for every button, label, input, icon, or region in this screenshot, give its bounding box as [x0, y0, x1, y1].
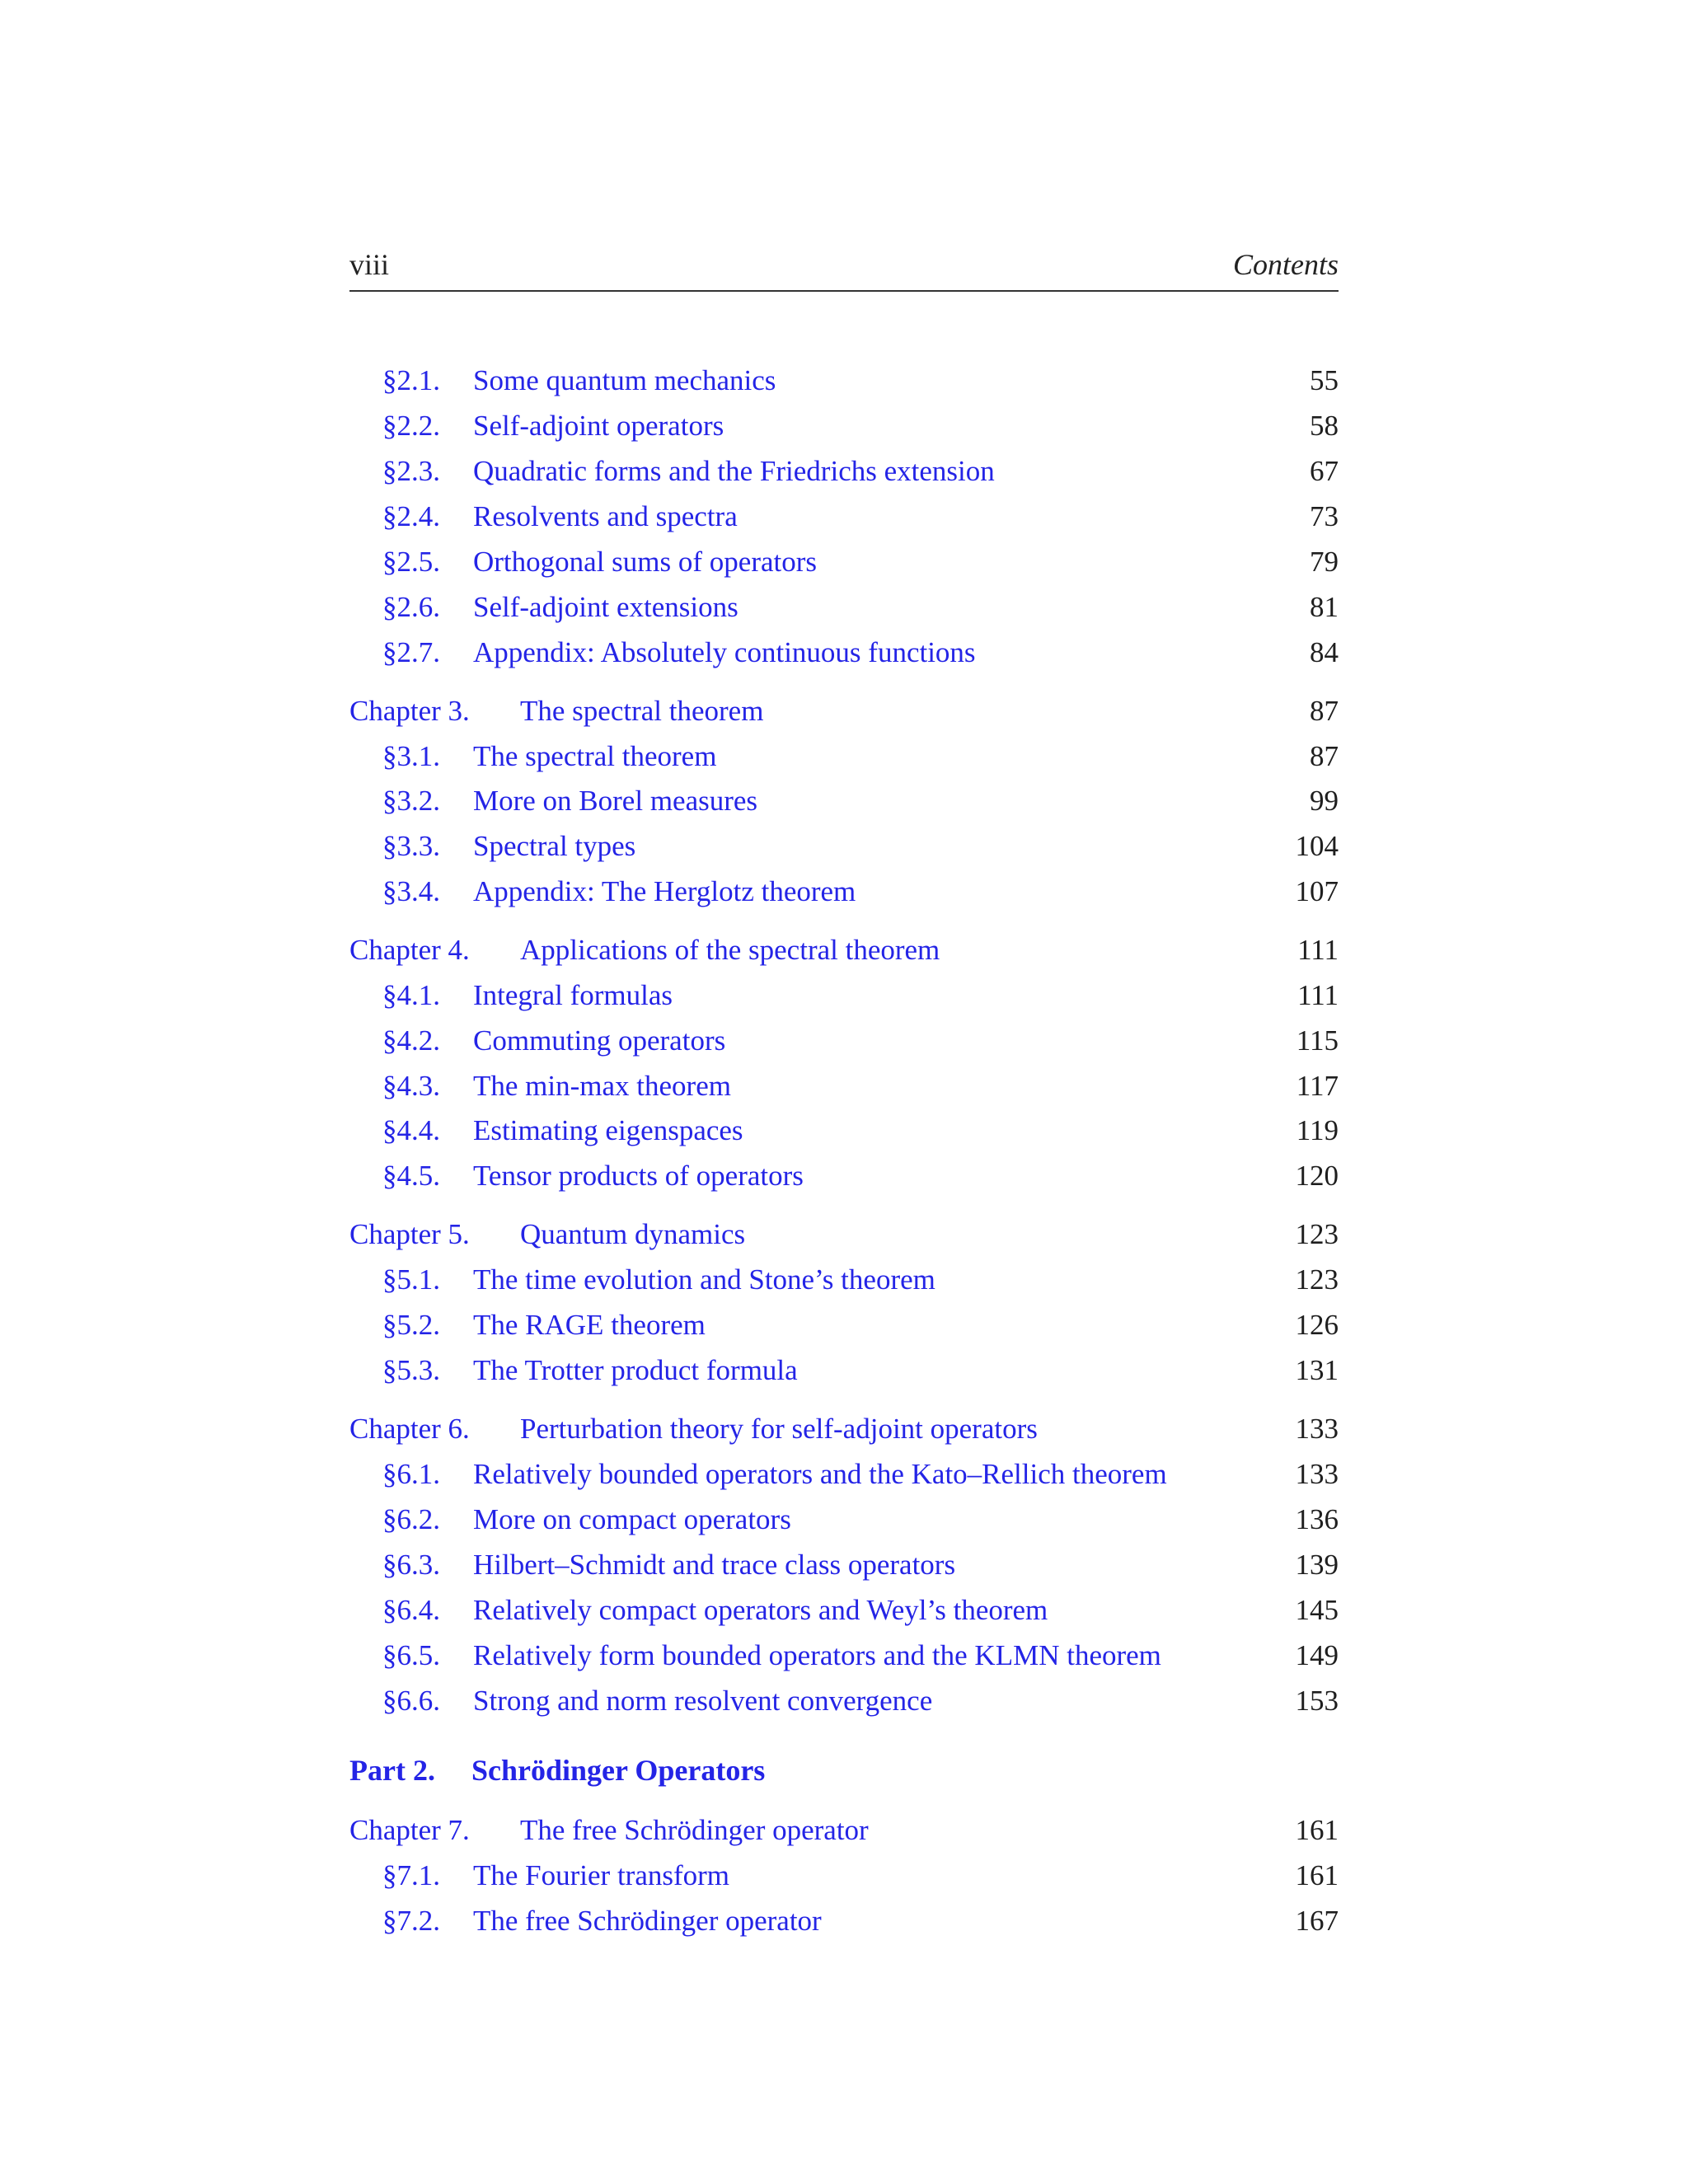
entry-page: 79: [1310, 546, 1339, 578]
toc-entry-section[interactable]: [349, 1453, 1339, 1496]
entry-title[interactable]: The free Schrödinger operator: [473, 1905, 822, 1937]
entry-title[interactable]: The Fourier transform: [473, 1859, 730, 1891]
entry-page: 84: [1310, 636, 1339, 668]
entry-number: §2.4.: [382, 500, 440, 532]
toc-entry-section[interactable]: [349, 1854, 1339, 1897]
toc-entry-section[interactable]: [349, 1498, 1339, 1541]
toc-entry-section[interactable]: [349, 974, 1339, 1017]
entry-page: 81: [1310, 591, 1339, 623]
entry-title[interactable]: Estimating eigenspaces: [473, 1114, 743, 1146]
entry-page: 131: [1295, 1354, 1339, 1386]
entry-title[interactable]: Relatively form bounded operators and the KLMN theorem: [473, 1639, 1161, 1671]
entry-number: §2.5.: [382, 546, 440, 578]
entry-number: §6.1.: [382, 1458, 440, 1490]
toc-entry-section[interactable]: [349, 541, 1339, 583]
entry-number: §2.1.: [382, 364, 440, 396]
entry-title[interactable]: Appendix: Absolutely continuous functions: [473, 636, 976, 668]
entry-page: 145: [1295, 1594, 1339, 1626]
entry-number: §4.3.: [382, 1070, 440, 1102]
entry-page: 167: [1295, 1905, 1339, 1937]
toc-entry-section[interactable]: [349, 1109, 1339, 1152]
entry-number: §3.1.: [382, 740, 440, 772]
toc-entry-section[interactable]: [349, 870, 1339, 913]
entry-title[interactable]: More on compact operators: [473, 1503, 791, 1535]
entry-page: 107: [1295, 875, 1339, 907]
entry-page: 149: [1295, 1639, 1339, 1671]
entry-number: §6.4.: [382, 1594, 440, 1626]
entry-title[interactable]: Tensor products of operators: [473, 1160, 804, 1192]
entry-title[interactable]: The RAGE theorem: [473, 1309, 706, 1341]
toc-entry-section[interactable]: [349, 1155, 1339, 1197]
entry-number: Chapter 6.: [349, 1413, 470, 1445]
entry-number: §6.2.: [382, 1503, 440, 1535]
entry-title[interactable]: Commuting operators: [473, 1024, 726, 1057]
entry-page: 117: [1296, 1070, 1339, 1102]
toc-entry-section[interactable]: [349, 1349, 1339, 1392]
entry-title[interactable]: The Trotter product formula: [473, 1354, 798, 1386]
toc-entry-section[interactable]: [349, 1019, 1339, 1062]
entry-number: §3.2.: [382, 785, 440, 817]
toc-entry-section[interactable]: [349, 1634, 1339, 1677]
entry-page: 111: [1297, 979, 1339, 1011]
entry-page: 153: [1295, 1685, 1339, 1717]
entry-number: §5.2.: [382, 1309, 440, 1341]
toc-entry-section[interactable]: [349, 1544, 1339, 1586]
entry-title[interactable]: Resolvents and spectra: [473, 500, 738, 532]
toc-entry-section[interactable]: [349, 780, 1339, 823]
entry-title[interactable]: Perturbation theory for self-adjoint operators: [520, 1413, 1038, 1445]
entry-number: §6.6.: [382, 1685, 440, 1717]
toc-entry-part[interactable]: [349, 1749, 1339, 1792]
toc-entry-chapter[interactable]: [349, 1809, 1339, 1852]
toc-entry-section[interactable]: [349, 586, 1339, 629]
entry-number: §5.1.: [382, 1263, 440, 1296]
entry-page: 58: [1310, 410, 1339, 442]
entry-number: §7.1.: [382, 1859, 440, 1891]
entry-number: §2.3.: [382, 455, 440, 487]
entry-page: 104: [1295, 830, 1339, 862]
entry-page: 120: [1295, 1160, 1339, 1192]
entry-number: §6.5.: [382, 1639, 440, 1671]
toc-entry-section[interactable]: [349, 495, 1339, 538]
entry-title[interactable]: Quadratic forms and the Friedrichs extension: [473, 455, 995, 487]
entry-title[interactable]: The free Schrödinger operator: [520, 1814, 869, 1846]
entry-title[interactable]: Appendix: The Herglotz theorem: [473, 875, 856, 907]
page-number: viii: [349, 248, 390, 281]
toc-entry-section[interactable]: [349, 1589, 1339, 1632]
entry-number: §5.3.: [382, 1354, 440, 1386]
entry-title[interactable]: More on Borel measures: [473, 785, 758, 817]
entry-page: 123: [1295, 1218, 1339, 1250]
entry-page: 115: [1296, 1024, 1339, 1057]
entry-title[interactable]: Spectral types: [473, 830, 636, 862]
toc-entry-section[interactable]: [349, 405, 1339, 448]
entry-title[interactable]: Integral formulas: [473, 979, 673, 1011]
toc-entry-section[interactable]: [349, 1900, 1339, 1943]
toc-entry-section[interactable]: [349, 735, 1339, 778]
entry-title[interactable]: Hilbert–Schmidt and trace class operators: [473, 1549, 956, 1581]
entry-number: §4.1.: [382, 979, 440, 1011]
entry-number: Part 2.: [349, 1754, 435, 1787]
toc-entry-section[interactable]: [349, 1065, 1339, 1108]
entry-page: 136: [1295, 1503, 1339, 1535]
entry-title[interactable]: The spectral theorem: [520, 695, 764, 727]
entry-number: Chapter 7.: [349, 1814, 470, 1846]
entry-page: 67: [1310, 455, 1339, 487]
entry-page: 55: [1310, 364, 1339, 396]
entry-title[interactable]: Quantum dynamics: [520, 1218, 746, 1250]
entry-page: 87: [1310, 695, 1339, 727]
entry-title[interactable]: Applications of the spectral theorem: [520, 934, 940, 966]
entry-page: 87: [1310, 740, 1339, 772]
entry-title[interactable]: Self-adjoint extensions: [473, 591, 738, 623]
running-head: [349, 241, 1339, 292]
entry-number: §4.2.: [382, 1024, 440, 1057]
entry-number: §2.7.: [382, 636, 440, 668]
toc-entry-section[interactable]: [349, 825, 1339, 868]
entry-page: 139: [1295, 1549, 1339, 1581]
entry-title[interactable]: Relatively compact operators and Weyl’s theorem: [473, 1594, 1048, 1626]
entry-number: §2.6.: [382, 591, 440, 623]
entry-number: Chapter 3.: [349, 695, 470, 727]
entry-title[interactable]: The min-max theorem: [473, 1070, 731, 1102]
entry-number: §4.4.: [382, 1114, 440, 1146]
entry-page: 99: [1310, 785, 1339, 817]
entry-number: §3.4.: [382, 875, 440, 907]
toc-entry-section[interactable]: [349, 631, 1339, 674]
entry-number: §6.3.: [382, 1549, 440, 1581]
entry-page: 119: [1296, 1114, 1339, 1146]
entry-number: §2.2.: [382, 410, 440, 442]
toc-entry-chapter[interactable]: [349, 690, 1339, 733]
entry-number: §7.2.: [382, 1905, 440, 1937]
entry-number: Chapter 5.: [349, 1218, 470, 1250]
toc-entry-section[interactable]: [349, 1304, 1339, 1347]
entry-title[interactable]: Some quantum mechanics: [473, 364, 776, 396]
entry-title[interactable]: The spectral theorem: [473, 740, 717, 772]
toc-entry-section[interactable]: [349, 359, 1339, 402]
entry-page: 123: [1295, 1263, 1339, 1296]
entry-title[interactable]: Orthogonal sums of operators: [473, 546, 818, 578]
entry-page: 161: [1295, 1814, 1339, 1846]
entry-title[interactable]: Schrödinger Operators: [471, 1754, 766, 1787]
entry-title[interactable]: Self-adjoint operators: [473, 410, 724, 442]
entry-page: 133: [1295, 1413, 1339, 1445]
toc-entry-section[interactable]: [349, 1680, 1339, 1722]
toc-entry-section[interactable]: [349, 450, 1339, 493]
entry-number: §3.3.: [382, 830, 440, 862]
entry-title[interactable]: Strong and norm resolvent convergence: [473, 1685, 933, 1717]
entry-number: Chapter 4.: [349, 934, 470, 966]
entry-page: 111: [1297, 934, 1339, 966]
entry-page: 161: [1295, 1859, 1339, 1891]
running-title: Contents: [1232, 248, 1339, 281]
entry-page: 73: [1310, 500, 1339, 532]
toc-entry-section[interactable]: [349, 1258, 1339, 1301]
toc-entry-chapter[interactable]: [349, 1213, 1339, 1256]
entry-page: 133: [1295, 1458, 1339, 1490]
entry-title[interactable]: The time evolution and Stone’s theorem: [473, 1263, 935, 1296]
toc-entry-chapter[interactable]: [349, 1408, 1339, 1451]
entry-page: 126: [1295, 1309, 1339, 1341]
entry-number: §4.5.: [382, 1160, 440, 1192]
entry-title[interactable]: Relatively bounded operators and the Kato–Rellich theorem: [473, 1458, 1167, 1490]
toc-entry-chapter[interactable]: [349, 929, 1339, 972]
